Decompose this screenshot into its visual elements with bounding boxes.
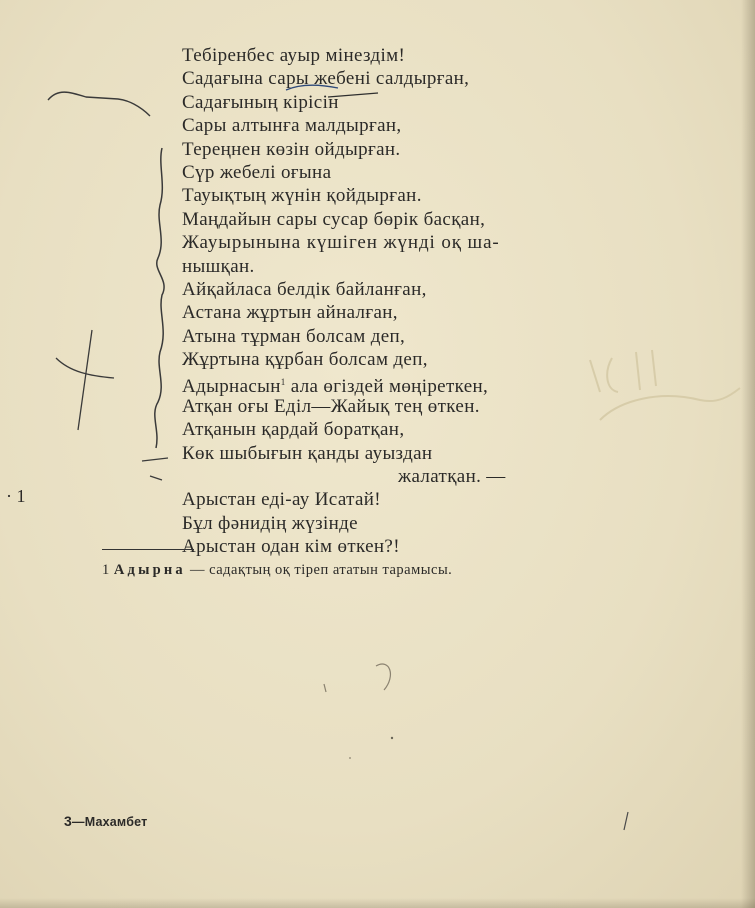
poem-line-continuation: жалатқан. —	[398, 466, 506, 488]
poem-line: нышқан.	[182, 255, 255, 277]
poem-line: Атқанын қардай боратқан,	[182, 419, 405, 441]
poem-line: Сары алтынға малдырған,	[182, 115, 402, 137]
footnote-rule	[102, 549, 194, 550]
poem-line: Бұл фәнидің жүзінде	[182, 512, 358, 534]
margin-number: · 1	[6, 486, 26, 506]
poem-line: Арыстан еді-ау Исатай!	[182, 489, 381, 511]
poem-line: Тебіренбес ауыр мінездім!	[182, 45, 406, 66]
poem-line: Атына тұрман болсам деп,	[182, 325, 406, 347]
poem-line: Садағының кірісін	[182, 91, 339, 113]
poem-line: Сүр жебелі оғына	[182, 161, 332, 183]
poem-line: Астана жұртын айналған,	[182, 302, 398, 324]
poem-line: Жауырынына күшіген жүнді оқ ша-	[182, 232, 500, 254]
poem-line: Айқайласа белдік байланған,	[182, 278, 427, 300]
footnote-text: — садақтың оқ тіреп ататын тарамысы.	[185, 562, 453, 578]
footnote-marker: 1	[280, 377, 286, 388]
poem-line: Арыстан одан кім өткен?!	[182, 536, 400, 558]
poem-line-footnoted	[182, 371, 506, 398]
footnote-number: 1	[102, 562, 110, 578]
poem-line: Садағына сары жебені салдырған,	[182, 68, 470, 90]
poem-line: Тереңнен көзін ойдырған.	[182, 138, 401, 160]
poem-line: Көк шыбығын қанды ауыздан	[182, 442, 433, 464]
poem-line: Атқан оғы Еділ—Жайық тең өткен.	[182, 395, 480, 417]
footnote-term: Адырна	[113, 562, 186, 578]
poem-line: Маңдайын сары сусар бөрік басқан,	[182, 208, 486, 230]
page-bottom-shadow	[0, 898, 755, 908]
poem-line: Тауықтың жүнін қойдырған.	[182, 185, 422, 207]
poem-text	[182, 44, 506, 559]
printer-signature	[64, 813, 147, 829]
adyrna-word: Адырнасын	[182, 376, 281, 398]
footnote	[102, 562, 452, 579]
signature-name: —Махамбет	[72, 815, 148, 829]
adyrna-line-rest: ала өгіздей мөңіреткен,	[285, 376, 489, 398]
signature-number: 3	[64, 813, 72, 829]
page-edge-shadow	[741, 0, 755, 908]
poem-line: Жұртына құрбан болсам деп,	[182, 349, 428, 371]
